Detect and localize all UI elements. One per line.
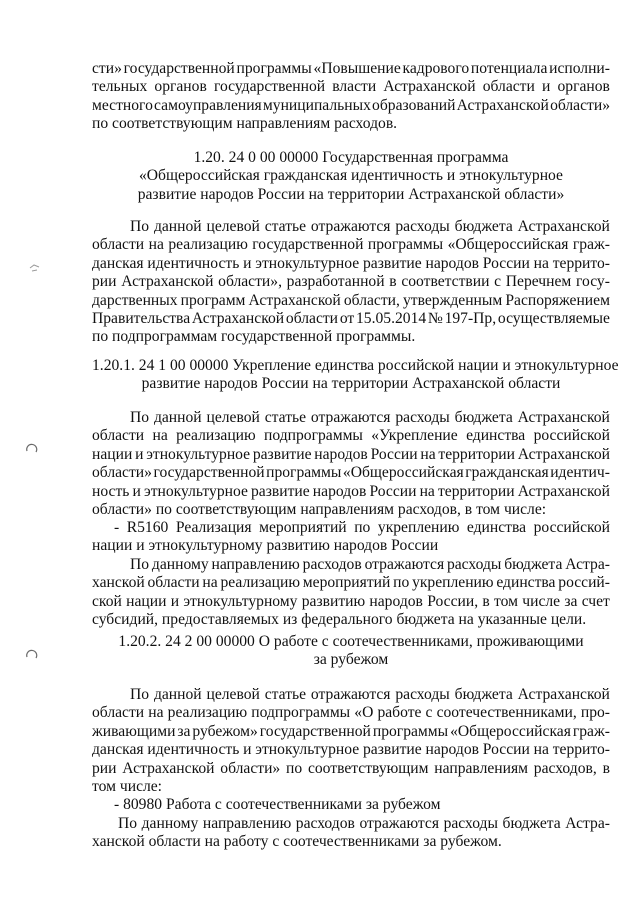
word: реализацию [168,236,248,254]
word: области [147,574,200,592]
word: развитие [252,445,312,463]
word: единства [466,427,526,445]
heading-line: 1.20.1. 24 1 00 00000 Укрепление единства российской нации и этнокультурное [92,357,619,374]
text-line: области» по соответствующим направлениям расходов, в том числе: [92,501,547,519]
text-line [92,97,610,115]
word: территории [438,445,515,463]
word: данская [92,741,144,759]
text-line [92,815,610,833]
word: кадрового [402,60,470,77]
word: Реализация [175,519,252,536]
heading-line: 1.20.2. 24 2 00 00000 О работе с соотечественниками, проживающими [118,633,584,650]
text-line [92,446,610,464]
text-line [92,723,610,741]
text-line [92,60,610,78]
word: государственной [213,78,326,96]
word: в [389,273,397,291]
word: Астра- [565,556,610,573]
word: реализацию [176,427,256,445]
word: том [494,592,518,610]
word: мероприятий [259,519,347,536]
word: направлениям [434,759,529,777]
text-line [92,255,610,273]
word: и [135,445,144,463]
word: По [130,409,150,426]
word: народов [369,592,423,610]
word: государственной [252,236,364,254]
word: Астраханской [517,482,610,500]
word: отражаются [310,218,391,235]
word: потенциала [470,60,548,77]
word: укреплению [412,574,494,592]
word: области [285,310,339,328]
word: России [369,482,417,500]
word: Распоряжением [505,291,610,309]
list-item-80980 [92,796,610,814]
word: «Укрепление [371,427,458,445]
scan-speck-icon [28,262,42,276]
text-line [92,464,610,482]
word: развитие [362,741,422,759]
word: единства [466,519,527,536]
word: гражданская [465,464,549,482]
word: Астраханской [517,218,610,235]
word: области» [220,759,281,777]
word: Астраханской [121,273,214,291]
word: расходы [395,686,450,703]
word: программ [180,291,246,309]
word: работе [377,704,422,722]
word: статье [264,409,307,426]
word: По [130,686,150,703]
word: на [148,704,164,722]
word: Астраханской [517,409,610,426]
word: R5160 [126,519,169,536]
word: России [370,445,418,463]
text-line [92,78,610,96]
word: за [177,722,191,740]
word: направлению [202,815,292,832]
heading-line: развитие народов России на территории Астраханской области [141,375,561,393]
section-body-1-20 [92,218,610,347]
word: за [564,592,578,610]
word: бюджета [504,556,563,573]
word: области [92,236,145,254]
word: россий- [558,574,610,592]
word: соответствующим [307,759,429,777]
word: «Повышение [313,60,401,77]
text-line: по подпрограммам государственной программы. [92,328,416,346]
word: террито- [552,254,610,272]
word: государственной [259,722,371,740]
word: России, [427,592,479,610]
word: области [92,427,145,445]
section-heading-1-20-1 [92,357,619,394]
word: «Общероссийская [447,236,569,254]
word: народов [425,741,479,759]
word: муниципальных [262,96,371,114]
word: По [118,815,138,832]
word: на [419,482,435,500]
word: области, [343,291,400,309]
text-line [92,218,610,236]
word: по [393,574,410,592]
text-line [92,427,610,445]
section-heading-1-20-2 [92,633,610,670]
text-line [92,741,610,759]
word: направлению [211,556,300,573]
word: расходов, [533,759,597,777]
word: развитие [251,482,310,500]
word: и [243,741,252,759]
word: граж- [572,236,610,254]
word: № [427,310,443,328]
text-line [92,310,610,328]
word: программы [266,464,342,482]
text-line: ханской области на работу с соотечественниками за рубежом. [92,833,502,851]
word: соответствии [401,273,490,291]
word: реализацию [220,574,300,592]
word: России [482,741,530,759]
word: народов [312,482,367,500]
word: области» [550,96,610,114]
word: ность [92,482,130,500]
word: программы [372,722,449,740]
word: бюджета [502,815,561,832]
text-line: по соответствующим направлениям расходов. [92,115,398,133]
word: с [494,273,502,291]
list-item-description [92,815,610,852]
word: отражаются [359,815,439,832]
word: идентичность [147,254,240,272]
word: отражаются [364,556,445,573]
word: дарственных [92,291,178,309]
word: Астраханской [517,445,610,463]
word: единства [496,574,556,592]
word: граж- [572,722,610,740]
word: исполни- [549,60,610,77]
word: укреплению [377,519,460,536]
word: тельных [92,78,148,96]
word: подпрограммы [251,704,351,722]
word: и [170,592,180,610]
word: на [533,741,549,759]
word: числе [522,592,561,610]
word: разработанной [286,273,385,291]
word: 197-Пр, [444,310,497,328]
word: этнокультурное [146,445,251,463]
text-line: нации и этнокультурному развитию народов России [92,537,439,555]
word: самоуправления [154,96,262,114]
word: бюджета [454,218,513,235]
word: расходы [395,409,450,426]
word: статье [264,218,307,235]
word: в [482,592,490,610]
word: Правительства [92,310,191,328]
word: ской [92,592,122,610]
intro-paragraph [92,60,610,134]
word: целевой [206,686,260,703]
word: террито- [552,741,610,759]
text-line [92,760,610,778]
word: Астраханской [517,686,610,703]
word: данной [153,218,202,235]
text-line [92,556,610,574]
text-line [92,236,610,254]
text-line: том числе: [92,778,163,796]
section-body-1-20-1 [92,409,610,519]
word: целевой [206,218,260,235]
word: данной [153,409,202,426]
text-line [92,409,610,427]
word: области [92,704,145,722]
list-item-description [92,556,610,630]
word: этнокультурное [255,741,360,759]
word: бюджета [454,686,513,703]
word: отражаются [310,409,391,426]
word: бюджета [454,409,513,426]
section-body-1-20-2 [92,686,610,796]
word: данному [151,556,209,573]
text-line [92,292,610,310]
word: утвержденным [402,291,503,309]
word: рии [92,273,117,291]
word: Перечнем [505,273,572,291]
word: расходов [302,556,362,573]
word: государственной [123,60,235,77]
word: области», [218,273,282,291]
word: на [152,427,168,445]
word: на [202,574,218,592]
word: народов [314,445,368,463]
word: территории [437,482,515,500]
word: и [541,78,551,96]
word: По [130,556,150,573]
word: расходы [395,218,450,235]
word: ханской [92,574,145,592]
punch-hole-icon [24,441,40,457]
heading-line: 1.20. 24 0 00 00000 Государственная программа [193,149,509,166]
word: отражаются [310,686,391,703]
word: нации [92,445,133,463]
word: рубежом» [192,722,258,740]
word: развитие [362,254,422,272]
word: власти [332,78,377,96]
word: подпрограммы [264,427,363,445]
word: программы [236,60,312,77]
word: России [482,254,530,272]
word: этнокультурное [144,482,248,500]
word: идентич- [550,464,610,482]
text-line [92,483,610,501]
word: Астраханской [191,310,285,328]
punch-hole-icon [24,647,40,663]
word: области [482,78,535,96]
word: «Общероссийская [342,464,464,482]
word: российской [533,427,610,445]
word: осуществляемые [497,310,610,328]
heading-line: развитие народов России на территории Астраханской области» [137,185,565,203]
word: образований [372,96,456,114]
word: про- [580,704,610,722]
text-line [92,704,610,722]
word: государственной [153,464,265,482]
word: соотечественниками, [436,704,577,722]
list-item-r5160 [92,519,610,556]
word: программы [367,236,444,254]
word: счет [581,592,610,610]
word: сти» [92,60,122,77]
word: местного [92,96,153,114]
word: статье [264,686,307,703]
word: данская [92,254,144,272]
word: Астраханской [248,291,341,309]
text-line: - 80980 Работа с соотечественниками за рубежом [114,796,441,813]
word: Астраханской [456,96,549,114]
word: расходов [295,815,355,832]
word: органов [154,78,207,96]
text-line [92,519,610,537]
word: народов [425,254,479,272]
word: госу- [576,273,610,291]
word: этнокультурное [255,254,360,272]
word: данной [153,686,202,703]
word: По [130,218,150,235]
word: 15.05.2014 [355,310,427,328]
word: расходы [443,815,498,832]
word: расходы [446,556,502,573]
word: рии [92,759,117,777]
word: «О [354,704,374,722]
heading-line: «Общероссийская гражданская идентичность и этнокультурное [139,167,563,185]
word: и [132,482,141,500]
word: на [533,254,549,272]
word: нации [126,592,167,610]
word: и [243,254,252,272]
word: на [420,445,436,463]
text-line: субсидий, предоставляемых из федерального бюджета на указанные цели. [92,611,587,629]
word: мероприятий [302,574,391,592]
word: - [114,519,120,536]
word: реализацию [167,704,248,722]
word: органов [557,78,610,96]
text-line [92,574,610,592]
word: этнокультурному [183,592,298,610]
word: данному [141,815,199,832]
word: по [354,519,371,536]
text-line [92,593,610,611]
word: Астраханской [122,759,215,777]
word: Астраханской [383,78,476,96]
word: Астра- [565,815,610,832]
text-line [92,273,610,291]
word: области» [92,464,152,482]
word: российской [533,519,610,536]
word: с [425,704,433,722]
word: по [286,759,303,777]
word: «Общероссийская [450,722,571,740]
word: целевой [206,409,260,426]
word: живающими [92,722,176,740]
word: от [339,310,355,328]
text-line [92,686,610,704]
word: идентичность [147,741,240,759]
heading-line: за рубежом [313,651,389,669]
word: на [148,236,164,254]
word: развитию [301,592,366,610]
section-heading-1-20 [92,149,610,204]
word: в [602,759,610,777]
